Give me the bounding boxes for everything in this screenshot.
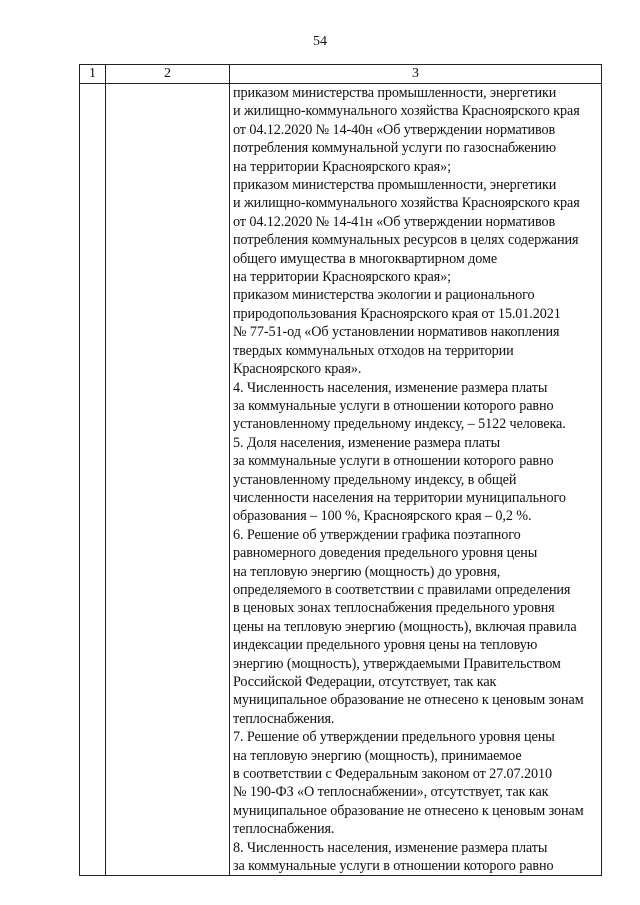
text-line: на тепловую энергию (мощность), принимаемое — [233, 747, 522, 764]
column-header-2: 2 — [106, 65, 230, 84]
text-line: 8. Численность населения, изменение размера платы — [233, 839, 548, 856]
column-2-cell — [106, 84, 230, 876]
text-line: теплоснабжения. — [233, 821, 335, 838]
text-line: потребления коммунальной услуги по газоснабжению — [233, 140, 556, 157]
text-line: установленному предельному индексу, – 5122 человека. — [233, 416, 566, 433]
text-line: за коммунальные услуги в отношении которого равно — [233, 858, 554, 875]
text-line: на территории Красноярского края»; — [233, 269, 451, 286]
text-line: 6. Решение об утверждении графика поэтапного — [233, 526, 521, 543]
text-line: 4. Численность населения, изменение размера платы — [233, 379, 548, 396]
text-line: приказом министерства экологии и рационального — [233, 287, 535, 304]
text-line: общего имущества в многоквартирном доме — [233, 250, 498, 267]
text-line: за коммунальные услуги в отношении которого равно — [233, 453, 554, 470]
text-line: от 04.12.2020 № 14-40н «Об утверждении нормативов — [233, 121, 556, 138]
text-line: численности населения на территории муниципального — [233, 489, 566, 506]
page-number: 54 — [313, 34, 327, 49]
text-line: твердых коммунальных отходов на территории — [233, 342, 514, 359]
column-header-3: 3 — [230, 65, 602, 84]
text-line: муниципальное образование не отнесено к ценовым зонам — [233, 802, 584, 819]
column-3-text — [230, 84, 601, 875]
text-line: на территории Красноярского края»; — [233, 158, 451, 175]
text-line: № 190-ФЗ «О теплоснабжении», отсутствует, так как — [233, 784, 549, 801]
text-line: Российской Федерации, отсутствует, так как — [233, 674, 497, 690]
text-line: за коммунальные услуги в отношении которого равно — [233, 397, 554, 414]
text-line: приказом министерства промышленности, энергетики — [233, 177, 557, 194]
text-line: индексации предельного уровня цены на тепловую — [233, 637, 538, 654]
column-header-1: 1 — [80, 65, 106, 84]
table-header-row — [80, 65, 602, 84]
text-line: в ценовых зонах теплоснабжения предельного уровня — [233, 600, 555, 617]
text-line: образования – 100 %, Красноярского края – 0,2 %. — [233, 508, 532, 525]
text-line: на тепловую энергию (мощность) до уровня, — [233, 563, 501, 580]
column-3-cell — [230, 84, 602, 876]
text-line: Красноярского края». — [233, 361, 362, 378]
text-line: от 04.12.2020 № 14-41н «Об утверждении нормативов — [233, 213, 556, 230]
text-line: установленному предельному индексу, в общей — [233, 471, 517, 488]
text-line: и жилищно-коммунального хозяйства Красноярского края — [233, 103, 580, 120]
text-line: 5. Доля населения, изменение размера платы — [233, 434, 501, 451]
column-1-cell — [80, 84, 106, 876]
text-line: и жилищно-коммунального хозяйства Красноярского края — [233, 195, 580, 212]
text-line: приказом министерства промышленности, энергетики — [233, 85, 557, 101]
text-line: равномерного доведения предельного уровня цены — [233, 545, 538, 562]
text-line: потребления коммунальных ресурсов в целях содержания — [233, 232, 579, 249]
text-line: 7. Решение об утверждении предельного уровня цены — [233, 729, 555, 746]
text-line: муниципальное образование не отнесено к ценовым зонам — [233, 692, 584, 709]
document-table — [79, 64, 602, 876]
text-line: определяемого в соответствии с правилами определения — [233, 581, 571, 598]
text-line: цены на тепловую энергию (мощность), включая правила — [233, 618, 577, 635]
text-line: № 77-51-од «Об установлении нормативов накопления — [233, 324, 560, 341]
text-line: энергию (мощность), утверждаемыми Правительством — [233, 655, 561, 672]
text-line: теплоснабжения. — [233, 710, 335, 727]
text-line: природопользования Красноярского края от 15.01.2021 — [233, 305, 561, 322]
text-line: в соответствии с Федеральным законом от 27.07.2010 — [233, 766, 552, 783]
table-content-row — [80, 84, 602, 876]
